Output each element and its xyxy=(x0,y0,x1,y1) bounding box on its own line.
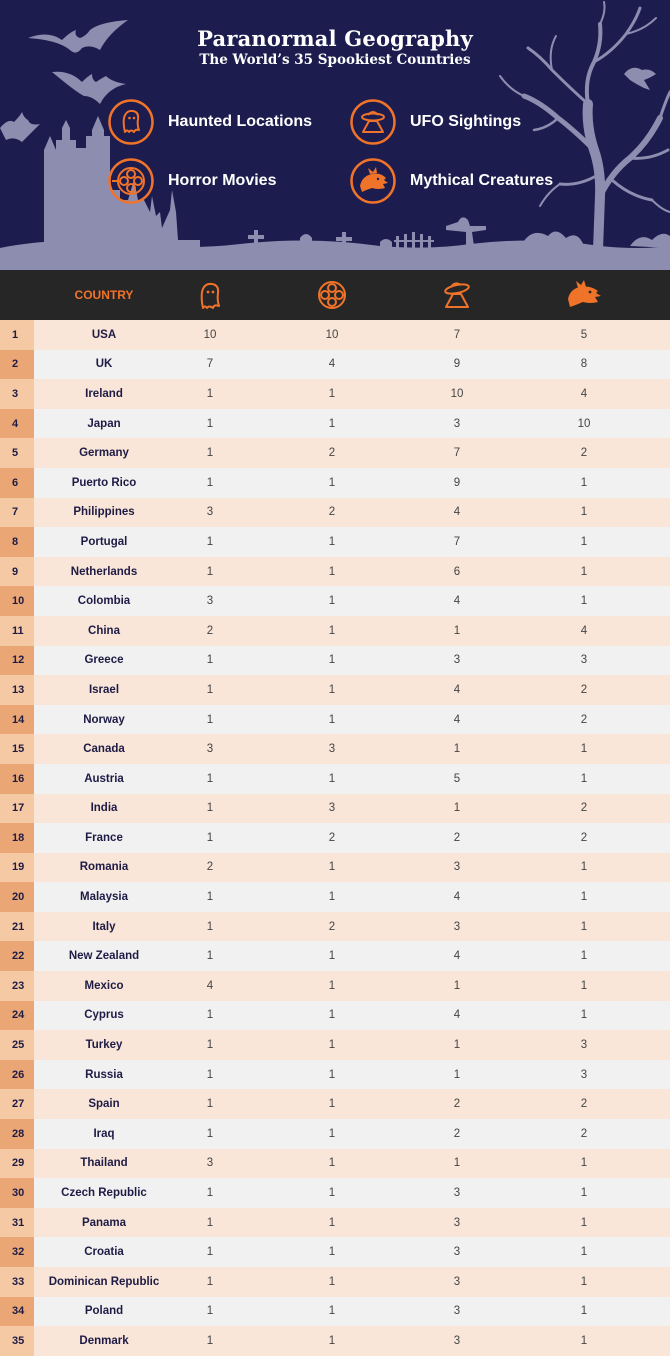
value-cell: 10 xyxy=(325,328,339,341)
value-cell: 1 xyxy=(206,654,214,667)
value-cell: 4 xyxy=(453,891,461,904)
value-cell: 2 xyxy=(453,1127,461,1140)
value-cell: 1 xyxy=(206,920,214,933)
value-cell: 1 xyxy=(206,713,214,726)
country-cell: Israel xyxy=(88,683,120,696)
country-cell: Norway xyxy=(83,713,125,726)
rank-cell: 33 xyxy=(0,1267,34,1297)
value-cell: 1 xyxy=(580,565,588,578)
value-cell: 4 xyxy=(453,950,461,963)
value-cell: 1 xyxy=(328,417,336,430)
value-cell: 1 xyxy=(328,1216,336,1229)
value-cell: 1 xyxy=(328,713,336,726)
value-cell: 1 xyxy=(453,1039,461,1052)
table-row xyxy=(0,438,670,468)
cross-silhouette xyxy=(248,235,264,239)
table-row xyxy=(0,557,670,587)
country-cell: Malaysia xyxy=(80,891,128,904)
value-cell: 2 xyxy=(580,683,588,696)
rank-cell: 21 xyxy=(0,912,34,942)
value-cell: 1 xyxy=(328,861,336,874)
value-cell: 2 xyxy=(580,447,588,460)
film-reel-icon xyxy=(316,279,348,311)
rank-cell: 20 xyxy=(0,882,34,912)
table-row xyxy=(0,468,670,498)
value-cell: 1 xyxy=(453,1157,461,1170)
country-cell: Austria xyxy=(84,772,124,785)
value-cell: 1 xyxy=(328,772,336,785)
rank-cell: 28 xyxy=(0,1119,34,1149)
rank-cell: 16 xyxy=(0,764,34,794)
value-cell: 1 xyxy=(580,1187,588,1200)
value-cell: 3 xyxy=(206,1157,214,1170)
value-cell: 9 xyxy=(453,358,461,371)
value-cell: 1 xyxy=(206,831,214,844)
value-cell: 7 xyxy=(453,447,461,460)
country-cell: Mexico xyxy=(84,979,124,992)
country-cell: Italy xyxy=(92,920,116,933)
value-cell: 2 xyxy=(328,920,336,933)
rank-cell: 22 xyxy=(0,941,34,971)
value-cell: 3 xyxy=(328,743,336,756)
country-cell: Japan xyxy=(87,417,121,430)
value-cell: 3 xyxy=(453,654,461,667)
table-row xyxy=(0,1208,670,1238)
value-cell: 2 xyxy=(580,802,588,815)
value-cell: 1 xyxy=(328,654,336,667)
rank-cell: 10 xyxy=(0,586,34,616)
value-cell: 1 xyxy=(328,595,336,608)
value-cell: 1 xyxy=(580,535,588,548)
ufo-icon xyxy=(441,279,473,311)
tombstone-silhouette xyxy=(380,239,392,250)
value-cell: 2 xyxy=(206,861,214,874)
crow-silhouette xyxy=(624,68,656,90)
rank-cell: 26 xyxy=(0,1060,34,1090)
value-cell: 1 xyxy=(206,476,214,489)
value-cell: 1 xyxy=(328,565,336,578)
value-cell: 1 xyxy=(453,802,461,815)
country-cell: USA xyxy=(91,328,117,341)
value-cell: 1 xyxy=(580,1246,588,1259)
value-cell: 1 xyxy=(453,979,461,992)
value-cell: 1 xyxy=(453,624,461,637)
table-row xyxy=(0,1149,670,1179)
table-row xyxy=(0,675,670,705)
rank-cell: 1 xyxy=(0,320,34,350)
value-cell: 1 xyxy=(328,1305,336,1318)
value-cell: 9 xyxy=(453,476,461,489)
legend-item-horror-movies xyxy=(108,158,276,204)
value-cell: 1 xyxy=(328,624,336,637)
value-cell: 1 xyxy=(206,1098,214,1111)
rank-cell: 12 xyxy=(0,646,34,676)
table-row xyxy=(0,705,670,735)
rank-cell: 9 xyxy=(0,557,34,587)
value-cell: 1 xyxy=(206,565,214,578)
value-cell: 1 xyxy=(328,1127,336,1140)
table-row xyxy=(0,764,670,794)
country-column-header: COUNTRY xyxy=(74,288,134,302)
country-cell: Turkey xyxy=(85,1039,123,1052)
country-cell: Canada xyxy=(83,743,125,756)
value-cell: 1 xyxy=(206,1334,214,1347)
value-cell: 10 xyxy=(203,328,217,341)
country-cell: Croatia xyxy=(84,1246,124,1259)
legend-label: Haunted Locations xyxy=(168,113,313,130)
value-cell: 1 xyxy=(328,1098,336,1111)
table-row xyxy=(0,882,670,912)
value-cell: 1 xyxy=(206,535,214,548)
value-cell: 1 xyxy=(580,1275,588,1288)
value-cell: 1 xyxy=(580,1334,588,1347)
value-cell: 2 xyxy=(328,506,336,519)
value-cell: 1 xyxy=(206,683,214,696)
country-cell: Greece xyxy=(84,654,124,667)
legend-label: Mythical Creatures xyxy=(410,172,554,189)
value-cell: 1 xyxy=(580,506,588,519)
legend-item-ufo-sightings xyxy=(350,99,521,145)
value-cell: 3 xyxy=(206,743,214,756)
value-cell: 1 xyxy=(580,1157,588,1170)
value-cell: 4 xyxy=(453,683,461,696)
country-cell: Panama xyxy=(81,1216,127,1229)
value-cell: 4 xyxy=(580,387,588,400)
value-cell: 1 xyxy=(328,979,336,992)
value-cell: 3 xyxy=(453,1275,461,1288)
table-row xyxy=(0,379,670,409)
table-row xyxy=(0,941,670,971)
page-title: Paranormal Geography xyxy=(197,26,473,51)
rank-cell: 25 xyxy=(0,1030,34,1060)
value-cell: 8 xyxy=(580,358,588,371)
value-cell: 3 xyxy=(580,1039,588,1052)
table-row xyxy=(0,853,670,883)
country-cell: Ireland xyxy=(85,387,123,400)
value-cell: 1 xyxy=(206,1275,214,1288)
value-cell: 7 xyxy=(453,328,461,341)
value-cell: 1 xyxy=(206,1305,214,1318)
country-cell: Puerto Rico xyxy=(71,476,137,489)
value-cell: 4 xyxy=(453,595,461,608)
value-cell: 7 xyxy=(206,358,214,371)
ghost-icon xyxy=(194,279,226,311)
country-cell: Cyprus xyxy=(84,1009,124,1022)
value-cell: 3 xyxy=(206,595,214,608)
value-cell: 2 xyxy=(580,831,588,844)
value-cell: 2 xyxy=(580,713,588,726)
value-cell: 1 xyxy=(206,1127,214,1140)
table-row xyxy=(0,1267,670,1297)
value-cell: 2 xyxy=(328,447,336,460)
rank-cell: 18 xyxy=(0,823,34,853)
country-cell: Philippines xyxy=(73,506,135,519)
value-cell: 1 xyxy=(580,950,588,963)
value-cell: 3 xyxy=(453,417,461,430)
table-row xyxy=(0,1178,670,1208)
country-cell: New Zealand xyxy=(68,950,140,963)
value-cell: 1 xyxy=(328,535,336,548)
country-cell: Denmark xyxy=(79,1334,129,1347)
scarecrow-silhouette xyxy=(446,217,486,246)
legend-item-mythical-creatures xyxy=(350,158,553,204)
table-row xyxy=(0,409,670,439)
rank-cell: 35 xyxy=(0,1326,34,1356)
value-cell: 3 xyxy=(453,1216,461,1229)
rank-cell: 17 xyxy=(0,794,34,824)
rank-cell: 11 xyxy=(0,616,34,646)
value-cell: 2 xyxy=(328,831,336,844)
value-cell: 1 xyxy=(580,1009,588,1022)
country-cell: Spain xyxy=(88,1098,120,1111)
value-cell: 1 xyxy=(580,1216,588,1229)
page-subtitle: The World’s 35 Spookiest Countries xyxy=(199,52,471,68)
value-cell: 1 xyxy=(328,387,336,400)
country-cell: Czech Republic xyxy=(61,1187,147,1200)
value-cell: 1 xyxy=(328,683,336,696)
rank-cell: 34 xyxy=(0,1297,34,1327)
value-cell: 2 xyxy=(580,1098,588,1111)
value-cell: 3 xyxy=(580,1068,588,1081)
country-cell: India xyxy=(90,802,118,815)
value-cell: 1 xyxy=(453,743,461,756)
legend-item-haunted-locations xyxy=(108,99,312,145)
value-cell: 3 xyxy=(206,506,214,519)
rank-cell: 19 xyxy=(0,853,34,883)
dragon-icon xyxy=(350,158,396,204)
value-cell: 1 xyxy=(580,743,588,756)
value-cell: 3 xyxy=(453,1305,461,1318)
rank-cell: 31 xyxy=(0,1208,34,1238)
value-cell: 1 xyxy=(206,1068,214,1081)
table-row xyxy=(0,1030,670,1060)
value-cell: 4 xyxy=(453,1009,461,1022)
value-cell: 4 xyxy=(453,713,461,726)
value-cell: 1 xyxy=(580,920,588,933)
value-cell: 1 xyxy=(328,1275,336,1288)
value-cell: 1 xyxy=(328,1157,336,1170)
value-cell: 3 xyxy=(328,802,336,815)
country-cell: Dominican Republic xyxy=(48,1275,160,1288)
value-cell: 1 xyxy=(206,1216,214,1229)
value-cell: 2 xyxy=(453,1098,461,1111)
value-cell: 1 xyxy=(580,861,588,874)
value-cell: 1 xyxy=(453,1068,461,1081)
value-cell: 1 xyxy=(328,950,336,963)
table-row xyxy=(0,1326,670,1356)
value-cell: 1 xyxy=(580,979,588,992)
value-cell: 1 xyxy=(206,1039,214,1052)
country-cell: Netherlands xyxy=(70,565,138,578)
bush-silhouette xyxy=(630,234,670,248)
value-cell: 1 xyxy=(206,417,214,430)
country-cell: France xyxy=(85,831,123,844)
rank-cell: 29 xyxy=(0,1149,34,1179)
value-cell: 2 xyxy=(206,624,214,637)
value-cell: 2 xyxy=(453,831,461,844)
value-cell: 4 xyxy=(580,624,588,637)
table-row xyxy=(0,1001,670,1031)
rank-cell: 30 xyxy=(0,1178,34,1208)
rank-cell: 8 xyxy=(0,527,34,557)
country-cell: Colombia xyxy=(77,595,131,608)
header-banner xyxy=(0,0,670,270)
table-row xyxy=(0,320,670,350)
bush-silhouette xyxy=(520,231,584,248)
value-cell: 1 xyxy=(328,1068,336,1081)
value-cell: 3 xyxy=(453,861,461,874)
table-row xyxy=(0,527,670,557)
ufo-icon xyxy=(350,99,396,145)
table-row xyxy=(0,616,670,646)
value-cell: 1 xyxy=(206,1009,214,1022)
table-row xyxy=(0,971,670,1001)
value-cell: 1 xyxy=(580,595,588,608)
table-row xyxy=(0,498,670,528)
value-cell: 4 xyxy=(328,358,336,371)
cross-silhouette xyxy=(336,237,352,241)
value-cell: 7 xyxy=(453,535,461,548)
value-cell: 1 xyxy=(328,1334,336,1347)
rank-cell: 7 xyxy=(0,498,34,528)
table-row xyxy=(0,794,670,824)
value-cell: 1 xyxy=(328,1009,336,1022)
table-row xyxy=(0,1060,670,1090)
table-row xyxy=(0,646,670,676)
rank-cell: 5 xyxy=(0,438,34,468)
value-cell: 4 xyxy=(206,979,214,992)
value-cell: 3 xyxy=(453,1187,461,1200)
table-row xyxy=(0,1297,670,1327)
value-cell: 1 xyxy=(328,1039,336,1052)
value-cell: 3 xyxy=(453,1246,461,1259)
table-body xyxy=(0,320,670,1356)
value-cell: 1 xyxy=(328,891,336,904)
film-reel-icon xyxy=(108,158,154,204)
country-cell: Poland xyxy=(84,1305,124,1318)
table-row xyxy=(0,1119,670,1149)
ghost-icon xyxy=(108,99,154,145)
value-cell: 1 xyxy=(328,1187,336,1200)
value-cell: 3 xyxy=(580,654,588,667)
value-cell: 1 xyxy=(206,1187,214,1200)
value-cell: 1 xyxy=(206,950,214,963)
rank-cell: 24 xyxy=(0,1001,34,1031)
value-cell: 1 xyxy=(206,802,214,815)
value-cell: 1 xyxy=(328,1246,336,1259)
value-cell: 10 xyxy=(450,387,464,400)
country-cell: Thailand xyxy=(80,1157,128,1170)
rank-cell: 32 xyxy=(0,1237,34,1267)
legend-label: Horror Movies xyxy=(168,172,277,189)
rank-cell: 6 xyxy=(0,468,34,498)
value-cell: 3 xyxy=(453,1334,461,1347)
value-cell: 1 xyxy=(580,772,588,785)
rank-cell: 14 xyxy=(0,705,34,735)
value-cell: 3 xyxy=(453,920,461,933)
country-cell: Iraq xyxy=(93,1127,115,1140)
value-cell: 5 xyxy=(580,328,588,341)
value-cell: 1 xyxy=(206,1246,214,1259)
country-cell: Germany xyxy=(79,447,129,460)
rank-cell: 2 xyxy=(0,350,34,380)
country-cell: Portugal xyxy=(80,535,128,548)
value-cell: 1 xyxy=(580,476,588,489)
table-row xyxy=(0,823,670,853)
table-header xyxy=(0,270,670,320)
value-cell: 1 xyxy=(206,772,214,785)
country-cell: Romania xyxy=(79,861,129,874)
rank-cell: 4 xyxy=(0,409,34,439)
country-cell: China xyxy=(88,624,120,637)
value-cell: 1 xyxy=(580,891,588,904)
value-cell: 1 xyxy=(580,1305,588,1318)
rank-cell: 23 xyxy=(0,971,34,1001)
table-row xyxy=(0,1089,670,1119)
value-cell: 5 xyxy=(453,772,461,785)
legend-label: UFO Sightings xyxy=(410,113,522,130)
value-cell: 1 xyxy=(328,476,336,489)
table-row xyxy=(0,912,670,942)
value-cell: 2 xyxy=(580,1127,588,1140)
rank-cell: 27 xyxy=(0,1089,34,1119)
dragon-icon xyxy=(566,279,602,311)
value-cell: 1 xyxy=(206,447,214,460)
bat-icon xyxy=(0,112,40,142)
rank-cell: 15 xyxy=(0,734,34,764)
value-cell: 1 xyxy=(206,891,214,904)
value-cell: 1 xyxy=(206,387,214,400)
table-row xyxy=(0,1237,670,1267)
table-row xyxy=(0,586,670,616)
value-cell: 10 xyxy=(577,417,591,430)
value-cell: 6 xyxy=(453,565,461,578)
country-cell: UK xyxy=(95,358,113,371)
table-row xyxy=(0,350,670,380)
tombstone-silhouette xyxy=(300,234,312,250)
country-cell: Russia xyxy=(85,1068,123,1081)
rank-cell: 3 xyxy=(0,379,34,409)
table-row xyxy=(0,734,670,764)
value-cell: 4 xyxy=(453,506,461,519)
rank-cell: 13 xyxy=(0,675,34,705)
